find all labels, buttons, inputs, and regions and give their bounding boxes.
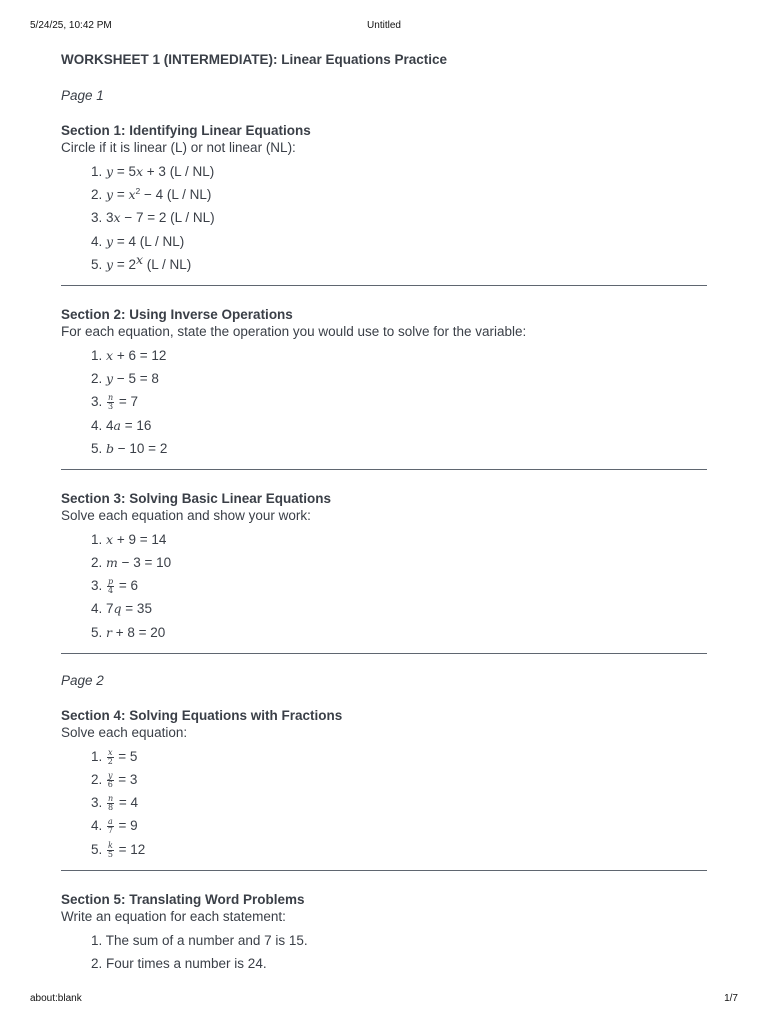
list-item: 2. $y = x^2 - 4$ (L / NL) xyxy=(91,186,212,203)
section-2-list xyxy=(61,344,707,460)
print-url: about:blank xyxy=(30,993,82,1004)
list-item: 3. $\frac{p}{4}$ = 6 xyxy=(91,577,139,596)
list-item: 3. 3x − 7 = 2 (L / NL) xyxy=(91,210,215,226)
list-item: 4. 4a = 16 xyxy=(91,417,152,433)
list-item: 3. $\frac{n}{3}$ = 7 xyxy=(91,393,139,412)
section-5-list xyxy=(61,929,707,975)
list-item: 5. $y = 2^x$ (L / NL) xyxy=(91,251,192,272)
section-divider xyxy=(61,285,707,286)
list-item: 1. $\frac{x}{2}$ = 5 xyxy=(91,747,138,766)
print-page-count: 1/7 xyxy=(724,993,738,1004)
list-item: 1. y = 5x + 3 (L / NL) xyxy=(91,164,215,179)
list-item: 1. The sum of a number and 7 is 15. xyxy=(91,932,308,948)
list-item: 5. $\frac{k}{5}$ = 12 xyxy=(91,840,146,859)
list-item: 2. y − 5 = 8 xyxy=(91,371,159,387)
section-4-list xyxy=(61,745,707,861)
list-item: 5. b − 10 = 2 xyxy=(91,440,168,456)
list-item: 4. 7q = 35 xyxy=(91,601,152,617)
page-label-1: Page 1 xyxy=(61,88,104,103)
section-2-instruction: For each equation, state the operation you would use to solve for the variable: xyxy=(61,323,527,339)
list-item: 2. m − 3 = 10 xyxy=(91,555,172,571)
worksheet-content xyxy=(61,48,707,975)
list-item: 5. r + 8 = 20 xyxy=(91,624,166,640)
section-1-list xyxy=(61,160,707,276)
list-item: 3. $\frac{n}{8}$ = 4 xyxy=(91,794,139,813)
section-1-title: Section 1: Identifying Linear Equations xyxy=(61,123,311,138)
section-divider xyxy=(61,653,707,654)
print-page-title: Untitled xyxy=(367,20,401,31)
section-5-instruction: Write an equation for each statement: xyxy=(61,908,286,924)
section-2-title: Section 2: Using Inverse Operations xyxy=(61,306,293,322)
list-item: 2. $\frac{y}{6}$ = 3 xyxy=(91,770,138,789)
section-5-title: Section 5: Translating Word Problems xyxy=(61,891,305,907)
section-4-title: Section 4: Solving Equations with Fractions xyxy=(61,707,343,723)
list-item: 2. Four times a number is 24. xyxy=(91,955,267,971)
section-1-instruction: Circle if it is linear (L) or not linear (NL): xyxy=(61,140,296,155)
page-label-2: Page 2 xyxy=(61,672,104,688)
list-item: 4. $\frac{a}{7}$ = 9 xyxy=(91,817,138,836)
list-item: 1. x + 9 = 14 xyxy=(91,531,167,547)
section-divider xyxy=(61,870,707,871)
section-3-instruction: Solve each equation and show your work: xyxy=(61,507,311,523)
section-3-title: Section 3: Solving Basic Linear Equations xyxy=(61,490,332,506)
section-3-list xyxy=(61,528,707,644)
print-datetime: 5/24/25, 10:42 PM xyxy=(30,20,112,31)
worksheet-title: WORKSHEET 1 (INTERMEDIATE): Linear Equations Practice xyxy=(61,52,448,67)
list-item: 4. y = 4 (L / NL) xyxy=(91,233,185,249)
section-divider xyxy=(61,469,707,470)
list-item: 1. x + 6 = 12 xyxy=(91,347,167,363)
section-4-instruction: Solve each equation: xyxy=(61,724,188,740)
